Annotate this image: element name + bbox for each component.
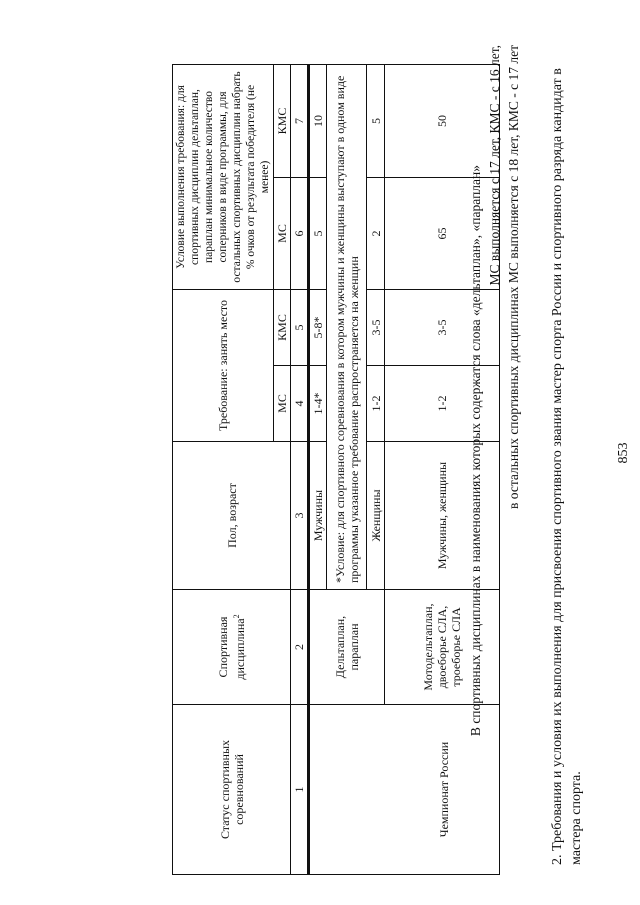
gender-cell: Женщины [367, 442, 385, 590]
gender-cell: Мужчины, женщины [385, 442, 500, 590]
header-place-requirement: Требование: занять место [173, 290, 274, 442]
age-note-line-3: в остальных спортивных дисциплинах МС выполняется с 18 лет, КМС - с 17 лет [506, 45, 521, 509]
subheader-cond-kms: КМС [274, 64, 291, 177]
column-number-row [291, 64, 309, 874]
age-note-line-2: МС выполняется с 17 лет, КМС - с 16 лет, [487, 45, 502, 286]
cond-ms-cell: 2 [367, 178, 385, 290]
section-heading: 2. Требования и условия их выполнения для присвоения спортивного звания мастер спорта России и спортивного разряда кандидат в мастера спорта. [550, 68, 584, 865]
cond-ms-cell: 5 [309, 178, 327, 290]
place-kms-cell: 3-5 [367, 290, 385, 366]
col-number-3: 3 [291, 442, 309, 590]
cond-ms-cell: 65 [385, 178, 500, 290]
col-number-5: 5 [291, 290, 309, 366]
cond-kms-cell: 5 [367, 64, 385, 177]
requirements-table [172, 64, 500, 875]
page-number: 853 [616, 442, 631, 464]
table-row [309, 64, 327, 874]
place-ms-cell: 1-2 [385, 366, 500, 442]
header-gender: Пол, возраст [173, 442, 291, 590]
header-discipline-footnote: 2 [232, 614, 241, 619]
cond-kms-cell: 50 [385, 64, 500, 177]
subheader-place-kms: КМС [274, 290, 291, 366]
place-kms-cell: 5-8* [309, 290, 327, 366]
place-kms-cell: 3-5 [385, 290, 500, 366]
discipline-cell-1: Дельтаплан, параплан [309, 590, 385, 705]
col-number-2: 2 [291, 590, 309, 705]
age-note-line-1: В спортивных дисциплинах в наименованиях которых содержатся слова «дельтаплан», «параплан» [468, 165, 483, 737]
header-discipline-label: Спортивная дисциплина [216, 616, 247, 680]
condition-note: *Условие: для спортивного соревнования в котором мужчины и женщины выступают в одном виде программы указанное требование распространяется на женщин [327, 64, 367, 589]
col-number-7: 7 [291, 64, 309, 177]
header-discipline [173, 590, 291, 705]
col-number-1: 1 [291, 705, 309, 875]
col-number-6: 6 [291, 178, 309, 290]
place-ms-cell: 1-4* [309, 366, 327, 442]
header-condition-requirement: Условие выполнения требования: для спортивных дисциплин дельтаплан, параплан минимальное количество соперников в виде программы, для остальных спортивных дисциплин набрать % очков от результата победителя (не менее) [173, 64, 274, 289]
header-status: Статус спортивных соревнований [173, 705, 291, 875]
cond-kms-cell: 10 [309, 64, 327, 177]
gender-cell: Мужчины [309, 442, 327, 590]
subheader-place-ms: МС [274, 366, 291, 442]
col-number-4: 4 [291, 366, 309, 442]
status-cell: Чемпионат России [309, 705, 500, 875]
subheader-cond-ms: МС [274, 178, 291, 290]
discipline-cell-2: Мотодельтаплан, двоеборье СЛА, троеборье СЛА [385, 590, 500, 705]
place-ms-cell: 1-2 [367, 366, 385, 442]
header-row [173, 64, 274, 874]
